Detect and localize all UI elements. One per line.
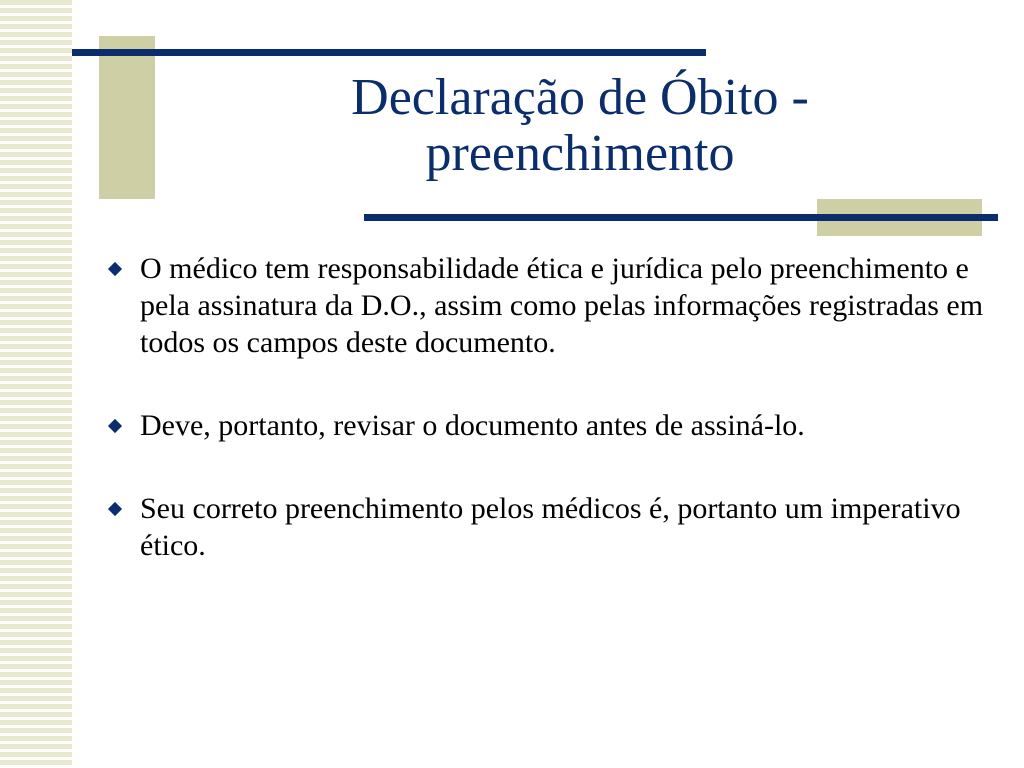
bullet-item [104, 250, 984, 361]
diamond-bullet-icon [108, 419, 122, 433]
title-bar-top [72, 49, 706, 56]
bullet-text: Deve, portanto, revisar o documento antes de assiná-lo. [140, 409, 805, 442]
diamond-bullet-icon [108, 262, 122, 276]
bullet-item [104, 490, 984, 564]
slide-title [190, 70, 970, 182]
decorative-block-top [99, 36, 155, 199]
bullet-list [104, 250, 984, 610]
bullet-text: O médico tem responsabilidade ética e jurídica pelo preenchimento e pela assinatura da D.O., assim como pelas informações registradas em todos os campos deste documento. [140, 252, 984, 359]
slide-title-line-2: preenchimento [425, 125, 735, 182]
slide-title-line-1: Declaração de Óbito - [351, 69, 809, 126]
striped-margin [0, 0, 72, 768]
bullet-text: Seu correto preenchimento pelos médicos é, portanto um imperativo ético. [140, 492, 961, 562]
title-bar-bottom [364, 214, 998, 221]
bullet-item [104, 407, 984, 444]
diamond-bullet-icon [108, 502, 122, 516]
